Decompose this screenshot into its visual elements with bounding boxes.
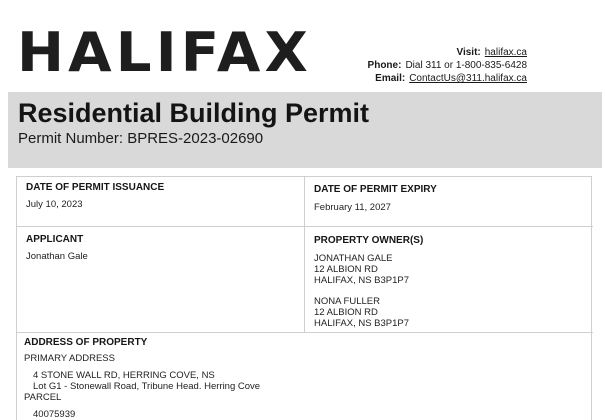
- page-title: Residential Building Permit: [18, 98, 370, 128]
- primary-address-label: PRIMARY ADDRESS: [24, 353, 115, 364]
- expiry-value: February 11, 2027: [314, 202, 391, 213]
- phone-label: Phone:: [367, 60, 402, 71]
- issuance-cell: [17, 177, 305, 227]
- applicant-value: Jonathan Gale: [26, 251, 88, 262]
- visit-label: Visit:: [456, 47, 481, 58]
- permit-number: Permit Number: BPRES-2023-02690: [18, 130, 264, 147]
- applicant-label: APPLICANT: [26, 234, 84, 245]
- contact-info: [327, 46, 527, 85]
- owner-street: 12 ALBION RD: [314, 264, 378, 275]
- phone-row: [327, 59, 527, 72]
- owner-city: HALIFAX, NS B3P1P7: [314, 318, 410, 329]
- permit-details-table: [16, 176, 592, 420]
- address-cell: [17, 333, 593, 420]
- owner-block: [314, 253, 409, 286]
- owners-label: PROPERTY OWNER(S): [314, 235, 424, 246]
- address-label: ADDRESS OF PROPERTY: [24, 337, 148, 348]
- applicant-cell: [17, 227, 305, 333]
- owner-block: [314, 296, 409, 329]
- email-row: [327, 72, 527, 85]
- expiry-cell: [305, 177, 593, 227]
- issuance-value: July 10, 2023: [26, 199, 83, 210]
- parcel-label: PARCEL: [24, 392, 62, 403]
- owner-name: JONATHAN GALE: [314, 253, 393, 264]
- expiry-label: DATE OF PERMIT EXPIRY: [314, 184, 437, 195]
- owner-street: 12 ALBION RD: [314, 307, 378, 318]
- owners-cell: [305, 227, 593, 333]
- address-line-2: Lot G1 - Stonewall Road, Tribune Head. Herring Cove: [33, 381, 261, 392]
- owner-city: HALIFAX, NS B3P1P7: [314, 275, 410, 286]
- halifax-logo: HALIFAX: [17, 21, 312, 84]
- issuance-label: DATE OF PERMIT ISSUANCE: [26, 182, 165, 193]
- visit-row: [327, 46, 527, 59]
- address-line-1: 4 STONE WALL RD, HERRING COVE, NS: [33, 370, 215, 381]
- title-banner: [8, 92, 602, 168]
- parcel-value: 40075939: [33, 409, 76, 420]
- email-label: Email:: [375, 73, 406, 84]
- email-link[interactable]: ContactUs@311.halifax.ca: [409, 73, 527, 84]
- website-link[interactable]: halifax.ca: [484, 47, 527, 58]
- owner-name: NONA FULLER: [314, 296, 380, 307]
- phone-value: Dial 311 or 1-800-835-6428: [405, 60, 527, 71]
